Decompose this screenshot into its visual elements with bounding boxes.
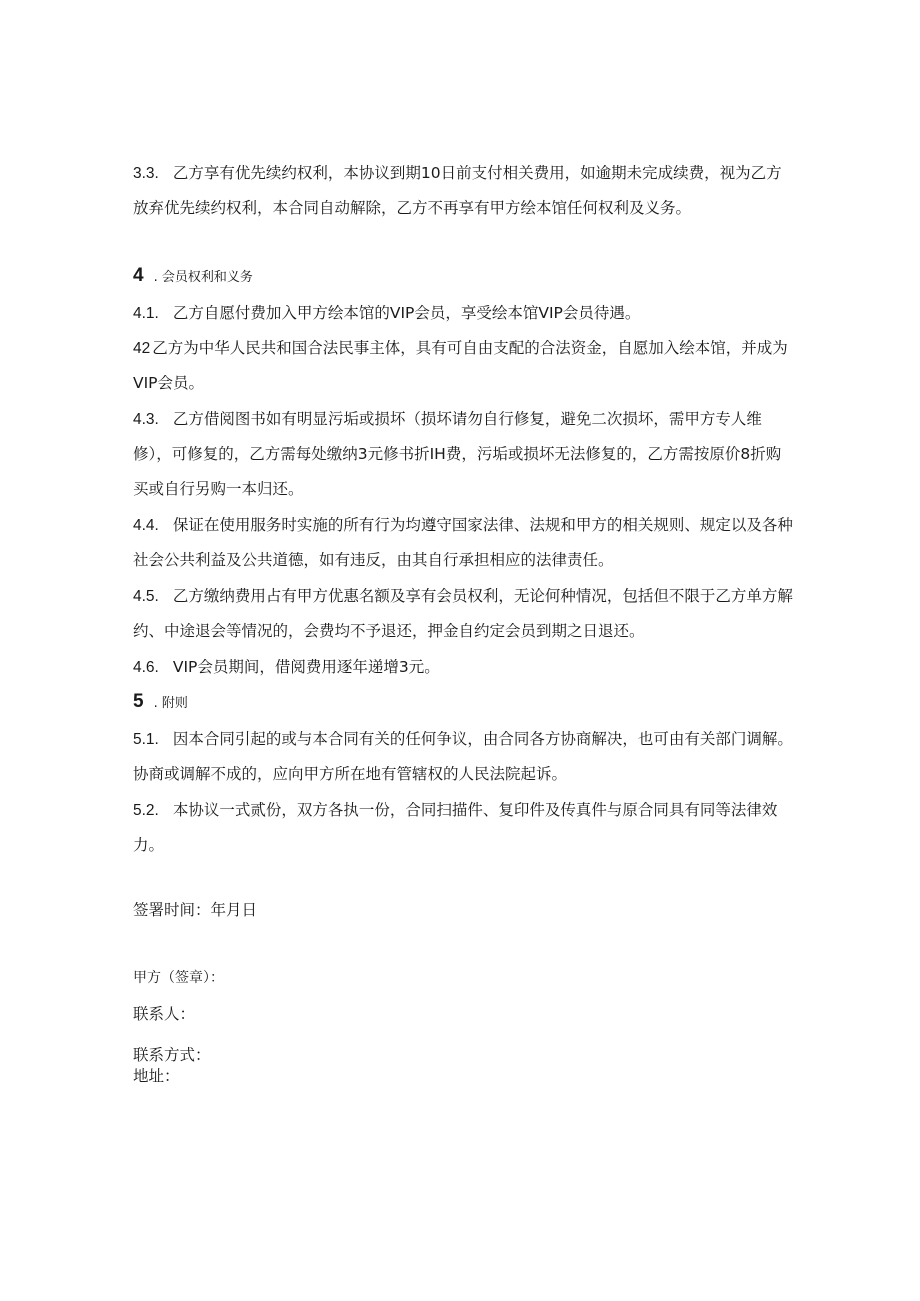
clause-number: 5.2.	[133, 802, 159, 819]
clause-text: VIP会员期间，借阅费用逐年递增3元。	[172, 658, 440, 676]
clause-4-1	[133, 296, 793, 331]
section-title: . 附则	[153, 696, 188, 711]
clause-text: 保证在使用服务时实施的所有行为均遵守国家法律、法规和甲方的相关规则、规定以及各种社会公共利益及公共道德，如有违反，由其自行承担相应的法律责任。	[133, 516, 793, 569]
clause-text: 乙方为中华人民共和国合法民事主体，具有可自由支配的合法资金，自愿加入绘本馆，并成为VIP会员。	[133, 339, 788, 392]
clause-text: 乙方享有优先续约权利，本协议到期10日前支付相关费用，如逾期未完成续费，视为乙方放弃优先续约权利，本合同自动解除，乙方不再享有甲方绘本馆任何权利及义务。	[133, 164, 782, 217]
section-heading-4	[133, 264, 253, 290]
clause-text: 因本合同引起的或与本合同有关的任何争议，由合同各方协商解决，也可由有关部门调解。协商或调解不成的，应向甲方所在地有管辖权的人民法院起诉。	[133, 730, 793, 783]
clause-number: 3.3.	[133, 165, 159, 182]
clause-5-1	[133, 722, 793, 792]
clause-text: 乙方自愿付费加入甲方绘本馆的VIP会员，享受绘本馆VIP会员待遇。	[172, 304, 641, 322]
clause-number: 4.1.	[133, 305, 159, 322]
section-number: 4	[133, 265, 144, 286]
party-a-seal: 甲方（签章）：	[133, 970, 224, 986]
clause-4-5	[133, 579, 793, 649]
clause-number: 4.5.	[133, 588, 159, 605]
clause-text: 本协议一式贰份，双方各执一份，合同扫描件、复印件及传真件与原合同具有同等法律效力。	[133, 801, 778, 854]
signing-date: 签署时间：年月日	[133, 901, 258, 919]
clause-number: 42	[133, 340, 151, 357]
clause-4-3	[133, 402, 793, 507]
clause-4-2	[133, 331, 793, 401]
clause-number: 4.4.	[133, 517, 159, 534]
section-number: 5	[133, 691, 144, 712]
contact-method: 联系方式：	[133, 1046, 211, 1064]
clause-3-3	[133, 156, 793, 226]
clause-number: 4.3.	[133, 411, 159, 428]
address: 地址：	[133, 1067, 180, 1085]
clause-4-6	[133, 650, 793, 685]
clause-text: 乙方缴纳费用占有甲方优惠名额及享有会员权利，无论何种情况，包括但不限于乙方单方解约、中途退会等情况的，会费均不予退还，押金自约定会员到期之日退还。	[133, 587, 793, 640]
clause-5-2	[133, 793, 793, 863]
contact-person: 联系人：	[133, 1005, 196, 1023]
clause-number: 5.1.	[133, 731, 159, 748]
clause-4-4	[133, 508, 793, 578]
clause-number: 4.6.	[133, 659, 159, 676]
section-title: . 会员权利和义务	[153, 270, 253, 285]
clause-text: 乙方借阅图书如有明显污垢或损坏（损坏请勿自行修复，避免二次损坏，需甲方专人维修），可修复的，乙方需每处缴纳3元修书折IH费，污垢或损坏无法修复的，乙方需按原价8折购买或自行另购一本归还。	[133, 410, 782, 498]
section-heading-5	[133, 690, 188, 716]
